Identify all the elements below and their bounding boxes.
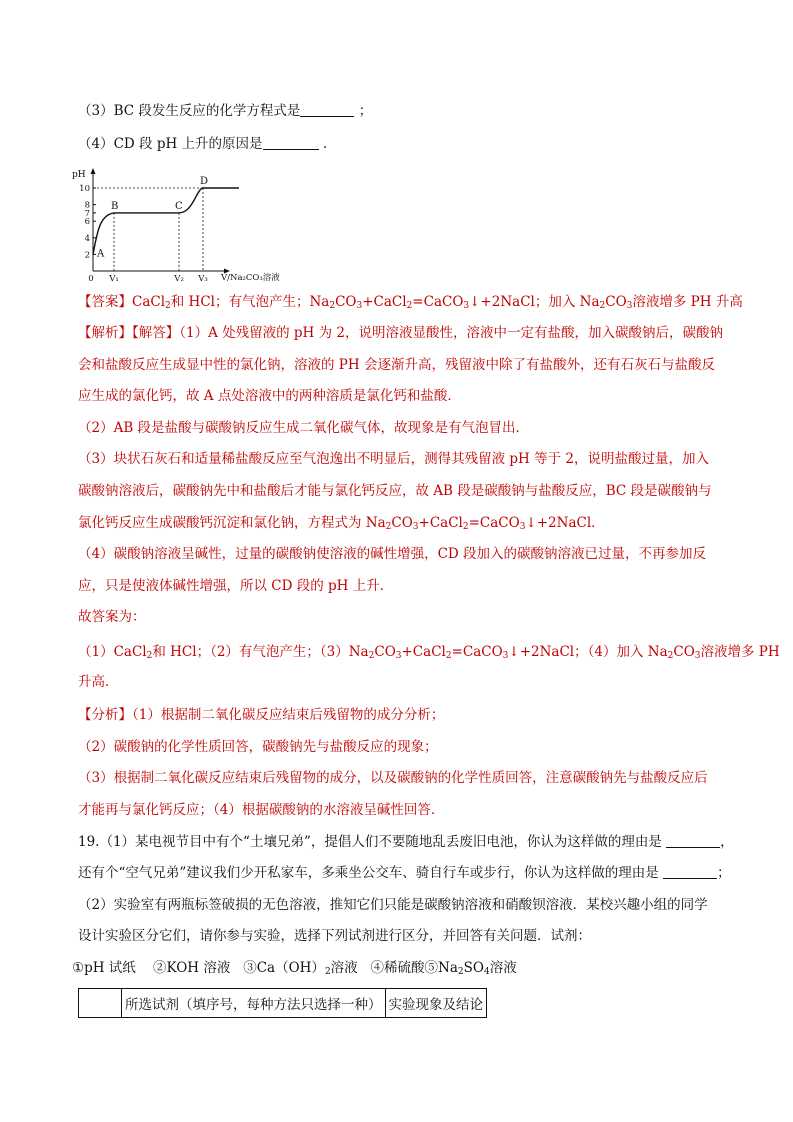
y-axis-label: pH: [72, 170, 86, 180]
point-label-c: C: [175, 200, 183, 212]
analysis-line: 会和盐酸反应生成显中性的氯化钠，溶液的 PH 会逐渐升高，残留液中除了有盐酸外，还有石灰石与盐酸反: [78, 357, 715, 373]
table-row: [79, 989, 487, 1018]
analysis-line: 故答案为：: [78, 609, 146, 625]
question-19-line4: 设计实验区分它们，请你参与实验，选择下列试剂进行区分，并回答有关问题．试剂：: [78, 928, 591, 944]
x-axis-label: V/Na₂CO₃溶液: [221, 273, 280, 283]
point-labels: [96, 176, 208, 259]
question-3: （3）BC 段发生反应的化学方程式是 ；: [78, 103, 373, 119]
y-tick-label: 2: [84, 250, 90, 261]
reagent-list: ①pH 试纸 ②KOH 溶液 $③Ca(OH)_2$溶液 ④稀硫酸$⑤Na_2SO_4$溶液: [72, 960, 517, 977]
ph-chart: [66, 164, 306, 286]
answer-blank[interactable]: [300, 102, 354, 117]
table-cell-empty[interactable]: [79, 989, 122, 1018]
analysis-line: 氯化钙反应生成碳酸钙沉淀和氯化钠，方程式为 $Na_2CO_3+CaCl_2=CaCO_3↓+2NaCl$．: [78, 515, 605, 532]
table-header-reagent: 所选试剂（填序号，每种方法只选择一种）: [122, 989, 386, 1018]
y-tick-label: 4: [84, 233, 90, 244]
fenxi-line: 才能再与氯化钙反应；（4）根据碳酸钠的水溶液呈碱性回答．: [78, 802, 445, 818]
answer-blank[interactable]: [663, 864, 717, 879]
y-axis-arrow: [91, 168, 96, 174]
ph-curve: [93, 188, 239, 254]
y-tick-label: 8: [84, 200, 90, 211]
point-label-a: A: [97, 248, 105, 260]
answer-blank[interactable]: [263, 135, 319, 150]
answer-line: 【答案】CaCl$_2$和 HCl；有气泡产生；$Na_2CO_3+CaCl_2=CaCO_3↓+2NaCl$；加入 $Na_2CO_3$溶液增多 PH 升高: [78, 294, 743, 311]
analysis-line: 碳酸钠溶液后，碳酸钠先中和盐酸后才能与氯化钙反应，故 AB 段是碳酸钠与盐酸反应，BC 段是碳酸钠与: [78, 483, 712, 499]
y-tick-label: 6: [84, 217, 90, 228]
y-tick-label: 10: [79, 184, 90, 194]
x-tick-label: V₁: [109, 274, 119, 284]
experiment-table: [78, 988, 487, 1018]
x-tick-label: V₂: [174, 274, 184, 284]
analysis-line: （3）块状石灰石和适量稀盐酸反应至气泡逸出不明显后，测得其残留液 pH 等于 2，说明盐酸过量，加入: [78, 451, 709, 467]
point-label-b: B: [111, 200, 119, 212]
answer-blank[interactable]: [666, 833, 720, 848]
y-tick-label: 7: [84, 208, 90, 219]
analysis-line: 应生成的氯化钙，故 A 点处溶液中的两种溶质是氯化钙和盐酸．: [78, 388, 461, 404]
analysis-line: （1）CaCl$_2$和 HCl；（2）有气泡产生；$(3)Na_2CO_3+CaCl_2=CaCO_3↓+2NaCl$；（4）加入 $Na_2CO_3$溶液增多 PH: [78, 644, 780, 661]
question-4: （4）CD 段 pH 上升的原因是 .: [78, 136, 328, 152]
question-19-line1: 19.（1）某电视节目中有个“土壤兄弟”，提倡人们不要随地乱丢废旧电池，你认为这样做的理由是 ，: [78, 834, 734, 850]
x-tick-label: V₃: [198, 274, 208, 284]
fenxi-line: 【分析】（1）根据制二氧化碳反应结束后残留物的成分分析；: [78, 707, 445, 723]
analysis-line: 【解析】【解答】（1）A 处残留液的 pH 为 2，说明溶液显酸性，溶液中一定有盐酸，加入碳酸钠后，碳酸钠: [78, 325, 724, 341]
analysis-line: （4）碳酸钠溶液呈碱性，过量的碳酸钠使溶液的碱性增强，CD 段加入的碳酸钠溶液已过量，不再参加反: [78, 546, 707, 562]
table-header-result: 实验现象及结论: [385, 989, 487, 1018]
question-19-line2: 还有个“空气兄弟”建议我们少开私家车，多乘坐公交车、骑自行车或步行，你认为这样做的理由是 ；: [78, 865, 731, 881]
x-tick-label: 0: [88, 274, 94, 284]
analysis-line: 升高．: [78, 674, 119, 690]
guide-lines: [93, 188, 203, 271]
fenxi-line: （3）根据制二氧化碳反应结束后残留物的成分，以及碳酸钠的化学性质回答，注意碳酸钠先与盐酸反应后: [78, 770, 708, 786]
x-ticks: [88, 274, 207, 284]
question-19-line3: （2）实验室有两瓶标签破损的无色溶液，推知它们只能是碳酸钠溶液和硝酸钡溶液．某校兴趣小组的同学: [78, 897, 708, 913]
analysis-line: 应，只是使液体碱性增强，所以 CD 段的 pH 上升．: [78, 578, 394, 594]
point-label-d: D: [200, 176, 209, 187]
analysis-line: （2）AB 段是盐酸与碳酸钠反应生成二氧化碳气体，故现象是有气泡冒出．: [78, 420, 530, 436]
fenxi-line: （2）碳酸钠的化学性质回答，碳酸钠先与盐酸反应的现象；: [78, 739, 438, 755]
